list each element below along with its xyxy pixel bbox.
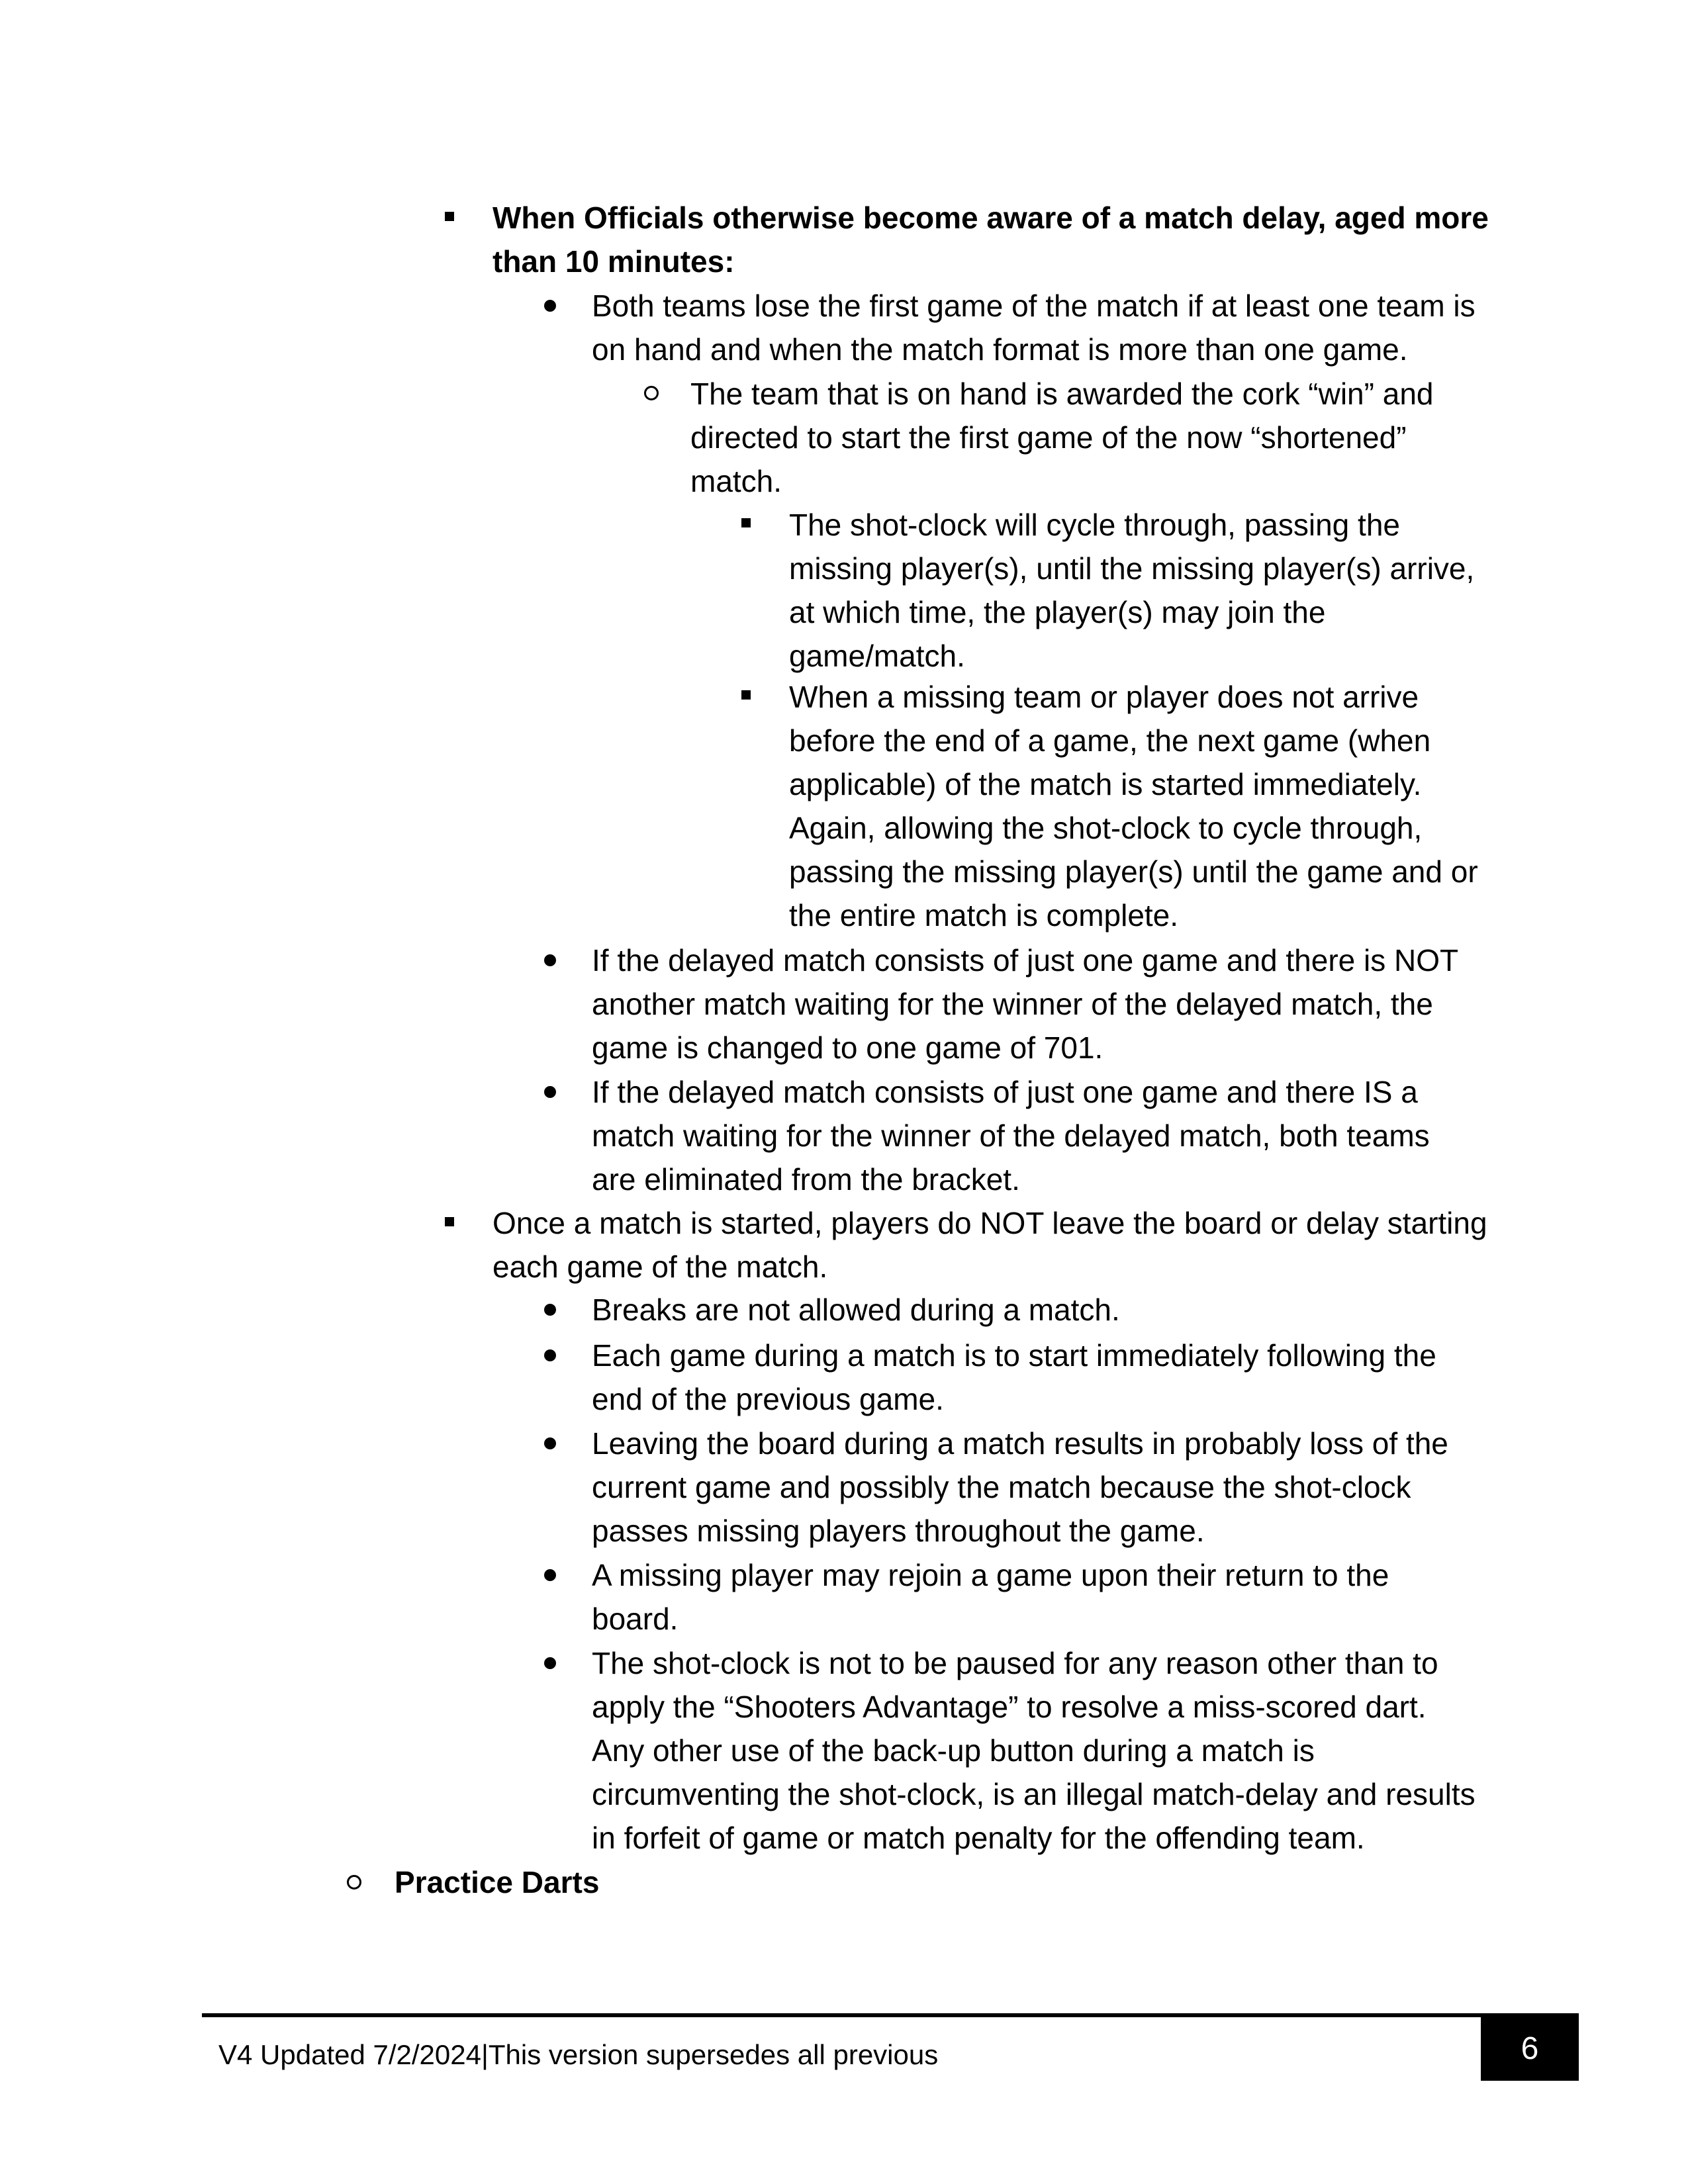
disc-bullet-icon xyxy=(544,1086,556,1098)
shot-clock-cycle-line-3: at which time, the player(s) may join the xyxy=(789,595,1326,629)
disc-bullet-icon xyxy=(544,1304,556,1316)
heading-officials-delay-line-2: than 10 minutes: xyxy=(492,244,735,279)
breaks-not-allowed-line-1: Breaks are not allowed during a match. xyxy=(592,1293,1120,1327)
one-game-waiting-line-1: If the delayed match consists of just one game and there IS a xyxy=(592,1075,1418,1109)
shot-clock-cycle-line-1: The shot-clock will cycle through, passing the xyxy=(789,508,1400,542)
circle-bullet-icon xyxy=(644,386,659,400)
disc-bullet-icon xyxy=(544,1569,556,1581)
both-teams-lose-line-2: on hand and when the match format is more than one game. xyxy=(592,332,1408,367)
shot-clock-pause-line-3: Any other use of the back-up button during a match is xyxy=(592,1733,1315,1768)
one-game-not-waiting-line-2: another match waiting for the winner of the delayed match, the xyxy=(592,987,1433,1021)
one-game-waiting-line-2: match waiting for the winner of the delayed match, both teams xyxy=(592,1118,1430,1153)
missing-team-line-6: the entire match is complete. xyxy=(789,898,1179,933)
disc-bullet-icon xyxy=(544,1349,556,1361)
shot-clock-pause-line-2: apply the “Shooters Advantage” to resolve a miss-scored dart. xyxy=(592,1690,1427,1724)
shot-clock-cycle-line-4: game/match. xyxy=(789,639,965,673)
heading-officials-delay-line-1: When Officials otherwise become aware of a match delay, aged more xyxy=(492,201,1489,235)
leaving-board-line-1: Leaving the board during a match results in probably loss of the xyxy=(592,1426,1448,1461)
missing-team-line-1: When a missing team or player does not arrive xyxy=(789,680,1419,714)
shot-clock-pause-line-1: The shot-clock is not to be paused for any reason other than to xyxy=(592,1646,1438,1680)
one-game-waiting-line-3: are eliminated from the bracket. xyxy=(592,1162,1020,1197)
team-on-hand-line-2: directed to start the first game of the now “shortened” xyxy=(690,420,1407,455)
footer-divider xyxy=(202,2013,1579,2017)
team-on-hand-line-1: The team that is on hand is awarded the cork “win” and xyxy=(690,377,1434,411)
shot-clock-pause-line-5: in forfeit of game or match penalty for the offending team. xyxy=(592,1821,1365,1855)
square-bullet-icon xyxy=(741,518,751,527)
missing-team-line-3: applicable) of the match is started immediately. xyxy=(789,767,1422,801)
both-teams-lose-line-1: Both teams lose the first game of the match if at least one team is xyxy=(592,289,1476,323)
missing-player-rejoin-line-1: A missing player may rejoin a game upon their return to the xyxy=(592,1558,1389,1592)
each-game-start-line-2: end of the previous game. xyxy=(592,1382,944,1416)
leaving-board-line-2: current game and possibly the match because the shot-clock xyxy=(592,1470,1411,1504)
missing-player-rejoin-line-2: board. xyxy=(592,1602,679,1636)
square-bullet-icon xyxy=(445,1217,454,1226)
one-game-not-waiting-line-1: If the delayed match consists of just one game and there is NOT xyxy=(592,943,1459,978)
each-game-start-line-1: Each game during a match is to start immediately following the xyxy=(592,1338,1436,1373)
missing-team-line-5: passing the missing player(s) until the game and or xyxy=(789,854,1478,889)
match-started-line-1: Once a match is started, players do NOT leave the board or delay starting xyxy=(492,1206,1487,1240)
disc-bullet-icon xyxy=(544,300,556,312)
shot-clock-cycle-line-2: missing player(s), until the missing player(s) arrive, xyxy=(789,551,1475,586)
square-bullet-icon xyxy=(741,690,751,700)
team-on-hand-line-3: match. xyxy=(690,464,782,498)
one-game-not-waiting-line-3: game is changed to one game of 701. xyxy=(592,1030,1103,1065)
page-number: 6 xyxy=(1481,2017,1579,2081)
disc-bullet-icon xyxy=(544,1437,556,1449)
leaving-board-line-3: passes missing players throughout the game. xyxy=(592,1514,1205,1548)
shot-clock-pause-line-4: circumventing the shot-clock, is an illegal match-delay and results xyxy=(592,1777,1476,1811)
circle-bullet-icon xyxy=(347,1875,361,1889)
practice-darts-heading: Practice Darts xyxy=(395,1865,600,1899)
match-started-line-2: each game of the match. xyxy=(492,1250,828,1284)
square-bullet-icon xyxy=(445,212,454,221)
disc-bullet-icon xyxy=(544,1657,556,1669)
disc-bullet-icon xyxy=(544,954,556,966)
footer-version-text: V4 Updated 7/2/2024|This version supersedes all previous xyxy=(218,2039,939,2070)
missing-team-line-2: before the end of a game, the next game (when xyxy=(789,723,1431,758)
missing-team-line-4: Again, allowing the shot-clock to cycle through, xyxy=(789,811,1423,845)
